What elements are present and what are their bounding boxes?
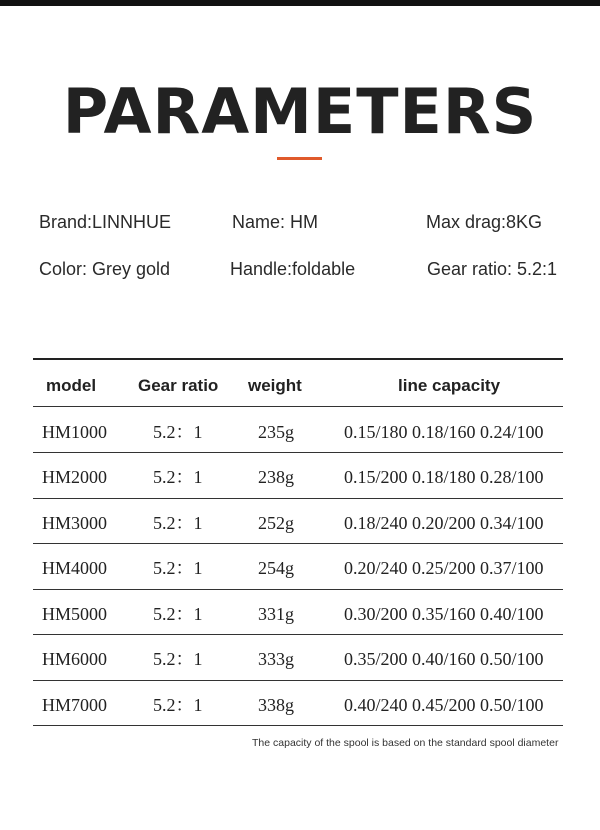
cell-gear-ratio: 5.2：1 (153, 604, 203, 624)
cell-weight: 331g (258, 604, 294, 624)
cell-model: HM2000 (42, 467, 108, 487)
cell-model: HM3000 (42, 513, 108, 533)
cell-gear-ratio: 5.2：1 (153, 649, 203, 669)
cell-line-capacity: 0.18/240 0.20/200 0.34/100 (344, 513, 544, 533)
cell-gear-ratio: 5.2：1 (153, 558, 203, 578)
cell-gear-ratio: 5.2：1 (153, 513, 203, 533)
table-top-rule (33, 358, 563, 360)
row-divider (33, 634, 563, 635)
header-gear-ratio: Gear ratio (138, 376, 219, 395)
header-line-capacity: line capacity (398, 376, 501, 395)
cell-line-capacity: 0.30/200 0.35/160 0.40/100 (344, 604, 544, 624)
cell-weight: 252g (258, 513, 294, 533)
cell-weight: 235g (258, 422, 294, 442)
spec-brand: Brand:LINNHUE (39, 212, 172, 232)
table-bottom-rule (33, 725, 563, 726)
cell-model: HM6000 (42, 649, 108, 669)
cell-line-capacity: 0.20/240 0.25/200 0.37/100 (344, 558, 544, 578)
cell-line-capacity: 0.15/180 0.18/160 0.24/100 (344, 422, 544, 442)
cell-weight: 338g (258, 695, 294, 715)
cell-gear-ratio: 5.2：1 (153, 422, 203, 442)
page-title: PARAMETERS (62, 75, 538, 148)
header-model: model (46, 376, 97, 395)
header-divider (33, 406, 563, 407)
spec-name: Name: HM (232, 212, 319, 232)
cell-model: HM4000 (42, 558, 108, 578)
cell-line-capacity: 0.40/240 0.45/200 0.50/100 (344, 695, 544, 715)
spec-max-drag: Max drag:8KG (426, 212, 543, 232)
row-divider (33, 589, 563, 590)
cell-model: HM7000 (42, 695, 108, 715)
row-divider (33, 452, 563, 453)
header-weight: weight (248, 376, 302, 395)
title-accent-underline (277, 157, 322, 160)
footnote: The capacity of the spool is based on the standard spool diameter (252, 737, 559, 749)
row-divider (33, 543, 563, 544)
row-divider (33, 680, 563, 681)
cell-weight: 238g (258, 467, 294, 487)
cell-model: HM5000 (42, 604, 108, 624)
cell-line-capacity: 0.15/200 0.18/180 0.28/100 (344, 467, 544, 487)
cell-gear-ratio: 5.2：1 (153, 695, 203, 715)
cell-weight: 333g (258, 649, 294, 669)
top-border-bar (0, 0, 600, 6)
row-divider (33, 498, 563, 499)
cell-gear-ratio: 5.2：1 (153, 467, 203, 487)
cell-model: HM1000 (42, 422, 108, 442)
spec-color: Color: Grey gold (39, 259, 171, 279)
cell-line-capacity: 0.35/200 0.40/160 0.50/100 (344, 649, 544, 669)
cell-weight: 254g (258, 558, 294, 578)
spec-gear-ratio: Gear ratio: 5.2:1 (427, 259, 558, 279)
spec-handle: Handle:foldable (230, 259, 356, 279)
